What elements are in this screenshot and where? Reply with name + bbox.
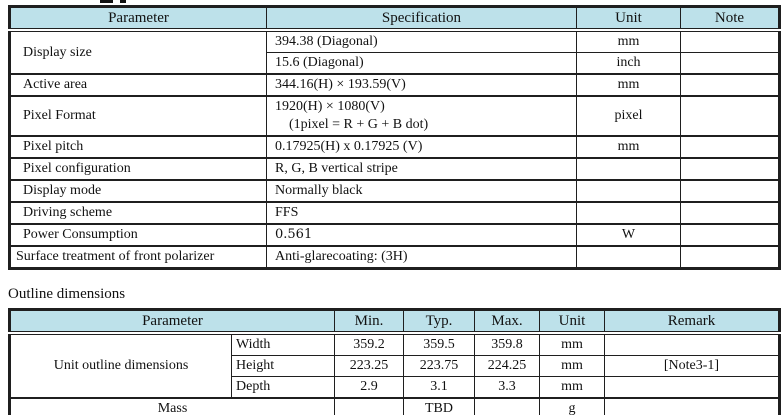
unit-cell xyxy=(577,180,681,202)
table-row-display-mode xyxy=(10,180,780,202)
min-cell: 359.2 xyxy=(335,333,404,356)
table-row-pixel-format xyxy=(10,96,780,136)
note-cell xyxy=(681,53,780,75)
glyph-fragment xyxy=(100,0,113,3)
glyph-fragment xyxy=(120,0,126,3)
unit-cell: pixel xyxy=(577,96,681,136)
unit-cell: mm xyxy=(540,333,605,356)
subparam-cell-height: Height xyxy=(232,356,335,377)
spec-cell xyxy=(267,96,577,136)
remark-cell xyxy=(605,333,780,356)
note-cell xyxy=(681,74,780,96)
general-spec-table xyxy=(8,5,781,270)
note-cell xyxy=(681,246,780,269)
param-cell-pixel-configuration: Pixel configuration xyxy=(10,158,267,180)
unit-cell xyxy=(577,246,681,269)
header-remark: Remark xyxy=(605,310,780,334)
table-row-active-area xyxy=(10,74,780,96)
header-min: Min. xyxy=(335,310,404,334)
note-cell xyxy=(681,180,780,202)
header-parameter: Parameter xyxy=(10,310,335,334)
unit-cell: W xyxy=(577,224,681,246)
param-cell-surface-treatment: Surface treatment of front polarizer xyxy=(10,246,267,269)
unit-cell: inch xyxy=(577,53,681,75)
pixel-format-line2: (1pixel = R + G + B dot) xyxy=(289,117,429,132)
subparam-cell-width: Width xyxy=(232,333,335,356)
param-cell-display-size: Display size xyxy=(10,30,267,74)
table-row-surface-treatment xyxy=(10,246,780,269)
header-unit: Unit xyxy=(577,7,681,31)
remark-cell: [Note3-1] xyxy=(605,356,780,377)
unit-cell xyxy=(577,202,681,224)
remark-cell xyxy=(605,398,780,415)
spec-cell: R, G, B vertical stripe xyxy=(267,158,577,180)
spec-cell: 0.17925(H) x 0.17925 (V) xyxy=(267,136,577,158)
outline-dimensions-table xyxy=(8,308,781,415)
spec-cell: Normally black xyxy=(267,180,577,202)
typ-cell: 3.1 xyxy=(404,377,475,399)
table-row-pixel-pitch xyxy=(10,136,780,158)
header-specification: Specification xyxy=(267,7,577,31)
header-note: Note xyxy=(681,7,780,31)
typ-cell: TBD xyxy=(404,398,475,415)
typ-cell: 223.75 xyxy=(404,356,475,377)
min-cell: 2.9 xyxy=(335,377,404,399)
param-cell-display-mode: Display mode xyxy=(10,180,267,202)
table-row-display-size-mm xyxy=(10,30,780,53)
param-cell-power-consumption: Power Consumption xyxy=(10,224,267,246)
unit-cell: mm xyxy=(577,136,681,158)
cropped-title-fragment xyxy=(100,0,140,4)
unit-cell: mm xyxy=(540,356,605,377)
header-typ: Typ. xyxy=(404,310,475,334)
spec-cell: FFS xyxy=(267,202,577,224)
table-row-mass xyxy=(10,398,780,415)
outline-dimensions-title: Outline dimensions xyxy=(8,286,126,302)
subparam-cell-depth: Depth xyxy=(232,377,335,399)
note-cell xyxy=(681,96,780,136)
min-cell xyxy=(335,398,404,415)
param-cell-mass: Mass xyxy=(10,398,335,415)
max-cell: 3.3 xyxy=(475,377,540,399)
spec-cell: 394.38 (Diagonal) xyxy=(267,30,577,53)
note-cell xyxy=(681,136,780,158)
table-row-driving-scheme xyxy=(10,202,780,224)
note-cell xyxy=(681,202,780,224)
max-cell: 359.8 xyxy=(475,333,540,356)
unit-cell: mm xyxy=(540,377,605,399)
note-cell xyxy=(681,158,780,180)
table-row-pixel-configuration xyxy=(10,158,780,180)
unit-cell: g xyxy=(540,398,605,415)
header-max: Max. xyxy=(475,310,540,334)
max-cell: 224.25 xyxy=(475,356,540,377)
spec-cell: 344.16(H) × 193.59(V) xyxy=(267,74,577,96)
unit-cell: mm xyxy=(577,30,681,53)
note-cell xyxy=(681,224,780,246)
remark-cell xyxy=(605,377,780,399)
param-cell-driving-scheme: Driving scheme xyxy=(10,202,267,224)
min-cell: 223.25 xyxy=(335,356,404,377)
table-row-power-consumption xyxy=(10,224,780,246)
header-unit: Unit xyxy=(540,310,605,334)
spec-cell: 15.6 (Diagonal) xyxy=(267,53,577,75)
param-cell-active-area: Active area xyxy=(10,74,267,96)
spec-table-header-row xyxy=(10,7,780,31)
param-cell-unit-outline-dimensions: Unit outline dimensions xyxy=(10,333,232,398)
unit-cell xyxy=(577,158,681,180)
unit-cell: mm xyxy=(577,74,681,96)
param-cell-pixel-pitch: Pixel pitch xyxy=(10,136,267,158)
note-cell xyxy=(681,30,780,53)
max-cell xyxy=(475,398,540,415)
table-row-width xyxy=(10,333,780,356)
typ-cell: 359.5 xyxy=(404,333,475,356)
outline-table-header-row xyxy=(10,310,780,334)
header-parameter: Parameter xyxy=(10,7,267,31)
spec-cell: Anti-glarecoating: (3H) xyxy=(267,246,577,269)
param-cell-pixel-format: Pixel Format xyxy=(10,96,267,136)
pixel-format-line1: 1920(H) × 1080(V) xyxy=(275,99,385,114)
spec-cell: 0.561 xyxy=(267,224,577,246)
